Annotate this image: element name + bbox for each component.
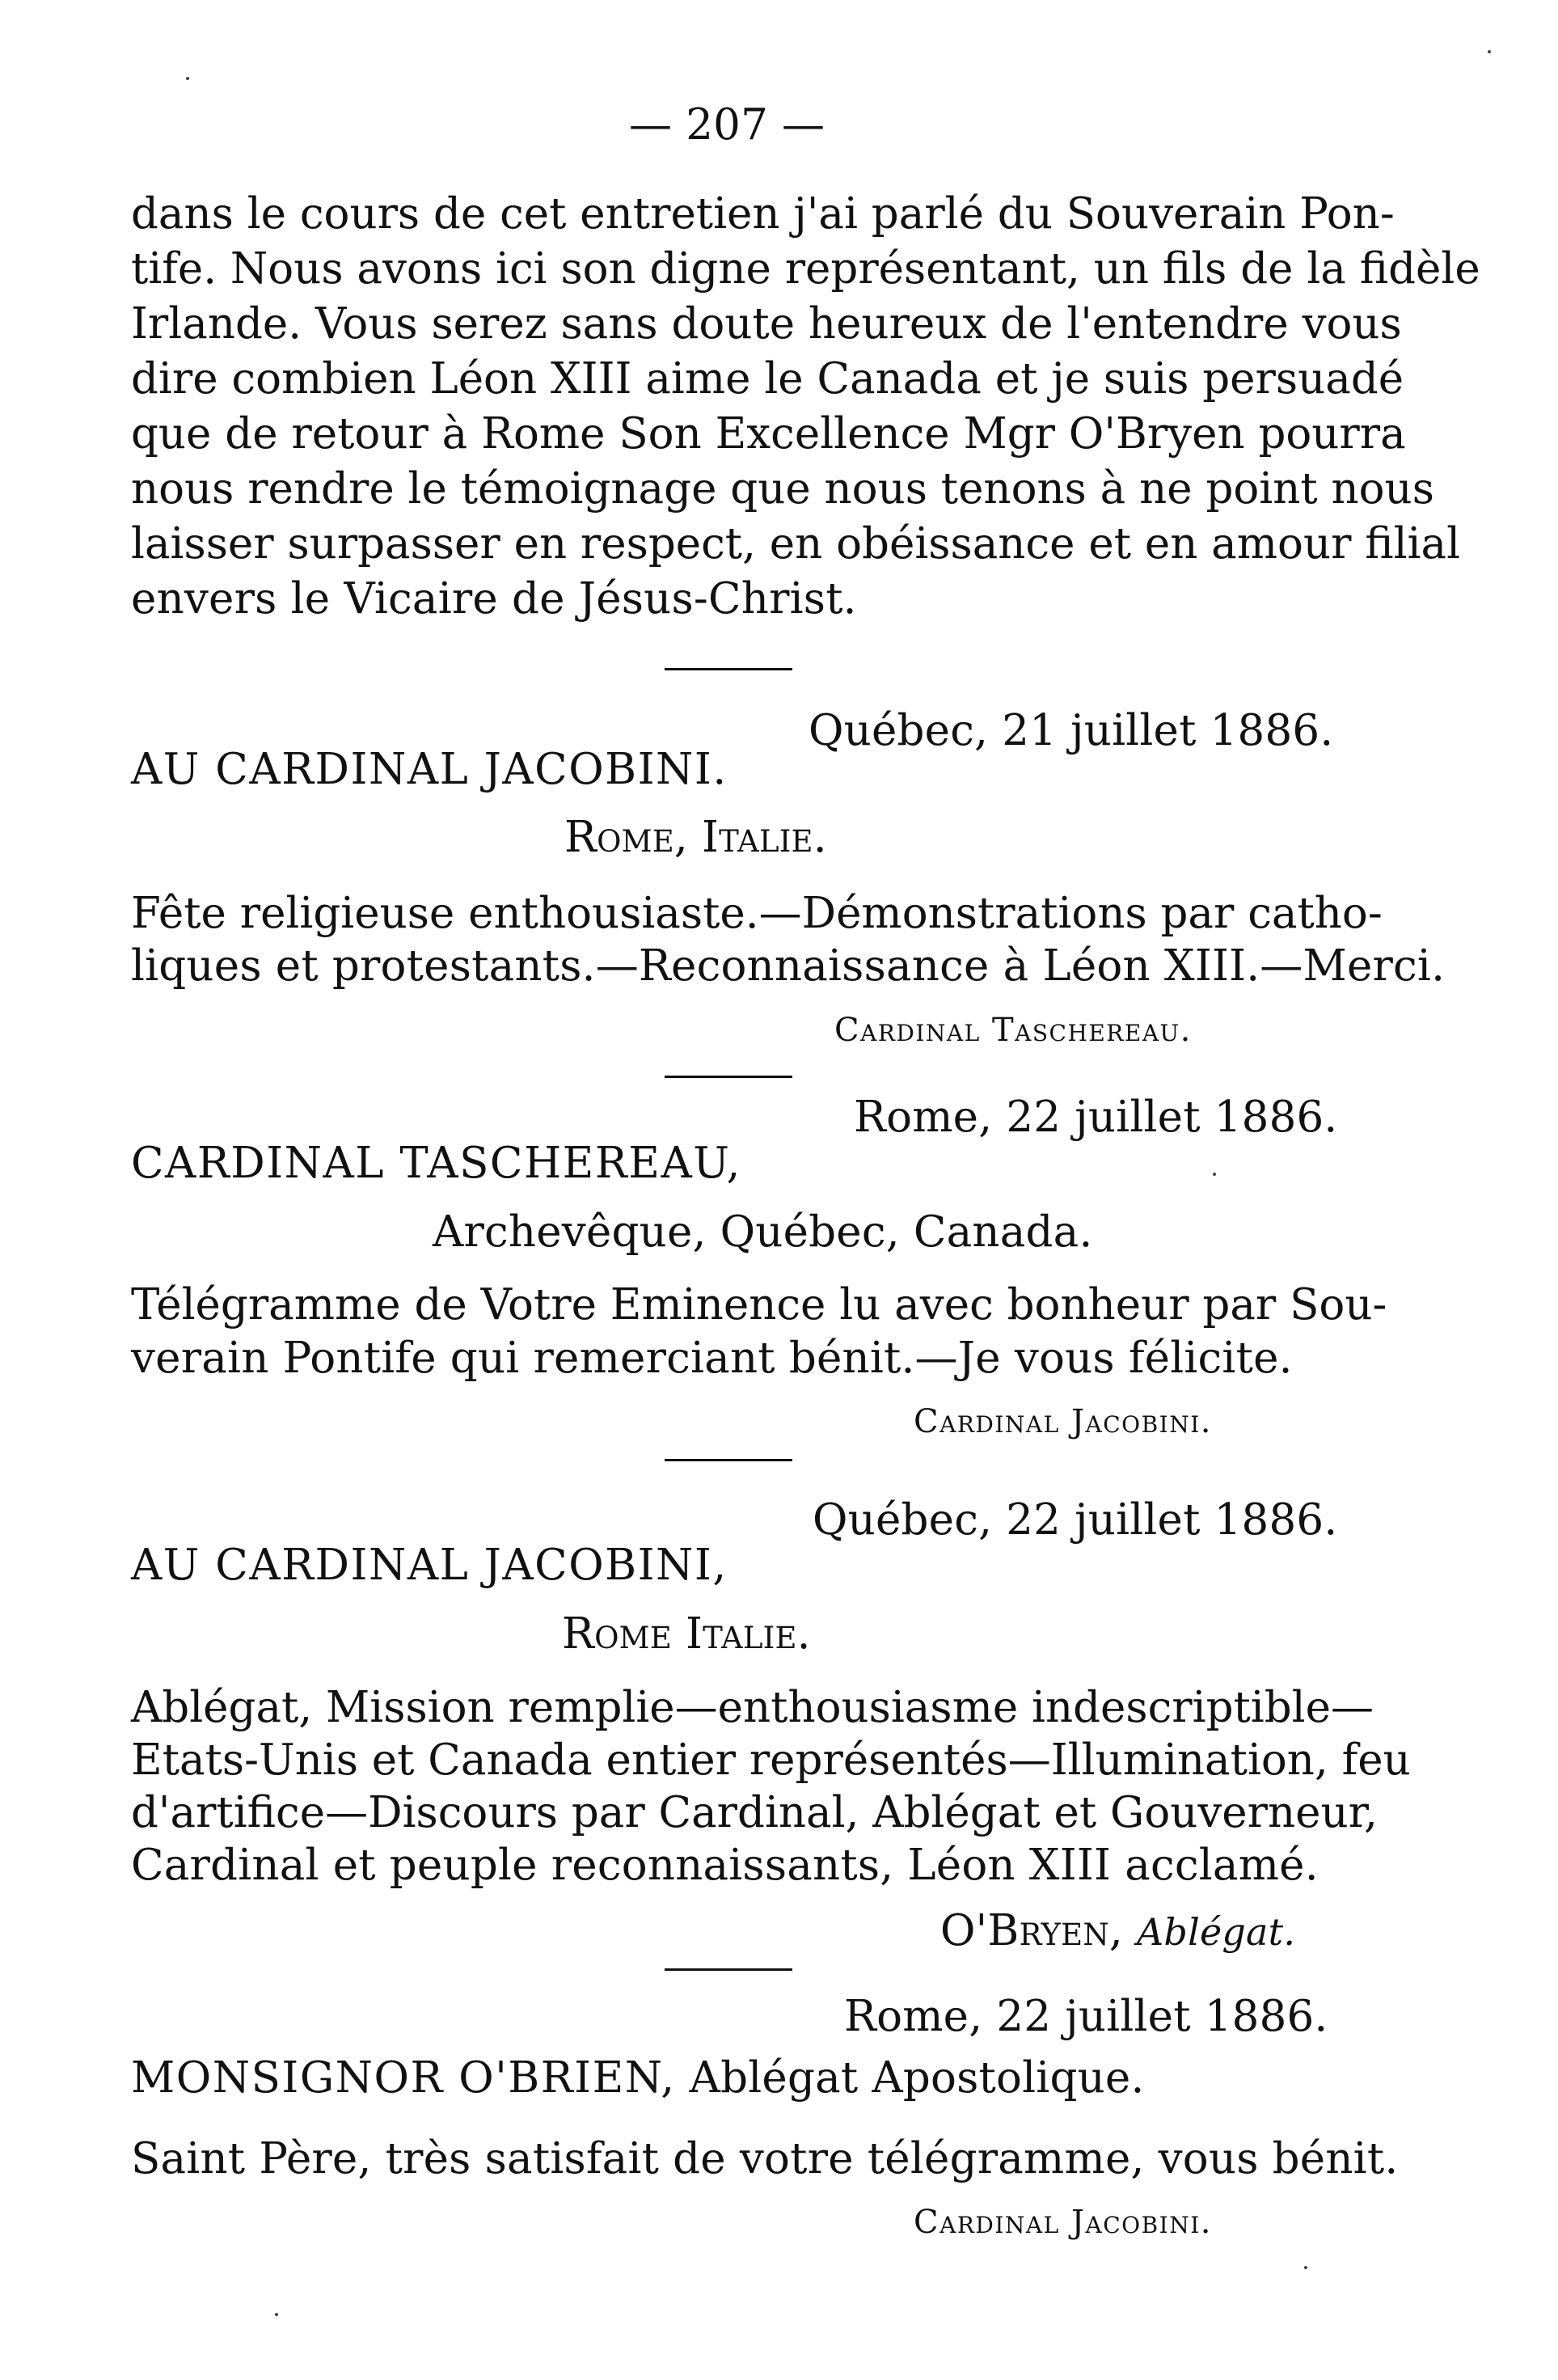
- telegram-date: Rome, 22 juillet 1886.: [844, 1992, 1328, 2041]
- telegram-date: Rome, 22 juillet 1886.: [854, 1093, 1338, 1142]
- telegram-addressee: CARDINAL TASCHEREAU,: [131, 1139, 741, 1188]
- telegram-date: Québec, 22 juillet 1886.: [813, 1495, 1338, 1545]
- separator-rule: [665, 1968, 792, 1971]
- telegram-addressee: [131, 2054, 1145, 2103]
- scan-speck: [1213, 1173, 1216, 1176]
- intro-line: laisser surpasser en respect, en obéissance et en amour filial: [131, 519, 1461, 569]
- telegram-date: Québec, 21 juillet 1886.: [809, 706, 1334, 755]
- intro-line-last: envers le Vicaire de Jésus-Christ.: [131, 574, 857, 624]
- page-number: — 207 —: [629, 100, 825, 150]
- signature-name: O'Bryen,: [940, 1906, 1123, 1955]
- signature-title: Ablégat.: [1137, 1910, 1296, 1954]
- scan-speck: [275, 2313, 278, 2316]
- separator-rule: [665, 1076, 792, 1078]
- addressee-title: Ablégat Apostolique.: [675, 2053, 1145, 2103]
- telegram-signature: Cardinal Taschereau.: [834, 1012, 1192, 1049]
- telegram-signature: Cardinal Jacobini.: [914, 1403, 1212, 1440]
- scan-speck: [1304, 2266, 1307, 2269]
- telegram-destination: Archevêque, Québec, Canada.: [433, 1207, 1093, 1257]
- telegram-body-line: Fête religieuse enthousiaste.—Démonstrations par catho-: [131, 889, 1383, 938]
- intro-line: que de retour à Rome Son Excellence Mgr O'Bryen pourra: [131, 409, 1406, 459]
- intro-line: dire combien Léon XIII aime le Canada et je suis persuadé: [131, 354, 1404, 404]
- intro-line: nous rendre le témoignage que nous tenons à ne point nous: [131, 464, 1434, 514]
- telegram-body-last: Saint Père, très satisfait de votre télégramme, vous bénit.: [131, 2134, 1399, 2183]
- telegram-addressee: AU CARDINAL JACOBINI,: [131, 1541, 728, 1590]
- telegram-body-last: liques et protestants.—Reconnaissance à Léon XIII.—Merci.: [131, 941, 1446, 991]
- telegram-body-line: d'artifice—Discours par Cardinal, Ablégat et Gouverneur,: [131, 1788, 1378, 1837]
- telegram-body-last: verain Pontife qui remerciant bénit.—Je vous félicite.: [131, 1334, 1293, 1383]
- intro-line: Irlande. Vous serez sans doute heureux de l'entendre vous: [131, 299, 1402, 349]
- addressee-name: MONSIGNOR O'BRIEN,: [131, 2053, 676, 2103]
- telegram-destination: Rome, Italie.: [564, 813, 827, 862]
- telegram-addressee: AU CARDINAL JACOBINI.: [131, 745, 728, 794]
- separator-rule: [665, 1459, 792, 1461]
- telegram-signature: [940, 1907, 1295, 1956]
- intro-line: tife. Nous avons ici son digne représentant, un fils de la fidèle: [131, 244, 1480, 294]
- telegram-body-last: Cardinal et peuple reconnaissants, Léon XIII acclamé.: [131, 1841, 1319, 1890]
- separator-rule: [665, 668, 792, 670]
- telegram-body-line: Ablégat, Mission remplie—enthousiasme indescriptible—: [131, 1683, 1374, 1732]
- telegram-destination: Rome Italie.: [562, 1609, 811, 1659]
- telegram-body-line: Télégramme de Votre Eminence lu avec bonheur par Sou-: [131, 1280, 1387, 1330]
- intro-line: dans le cours de cet entretien j'ai parlé du Souverain Pon-: [131, 189, 1395, 239]
- scan-speck: [1488, 50, 1491, 53]
- telegram-body-line: Etats-Unis et Canada entier représentés—Illumination, feu: [131, 1735, 1411, 1785]
- scan-speck: [186, 77, 189, 80]
- telegram-signature: Cardinal Jacobini.: [914, 2204, 1212, 2241]
